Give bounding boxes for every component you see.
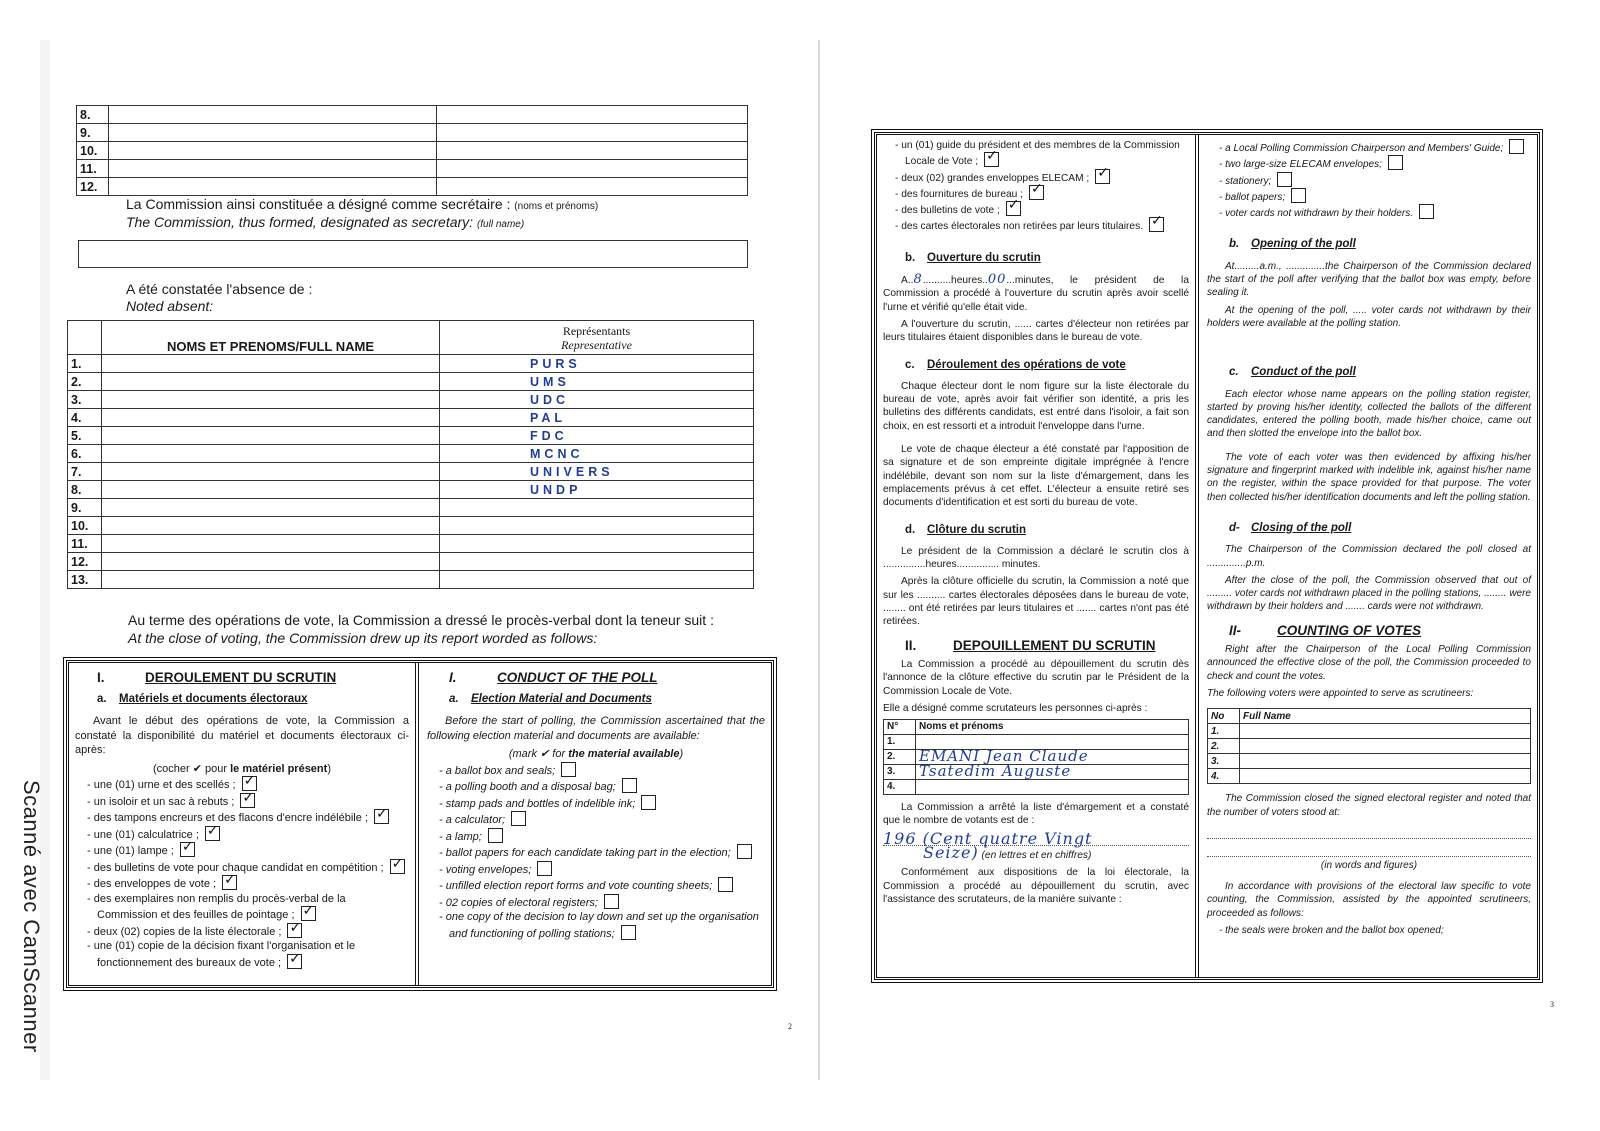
scrutineer-name-cell[interactable]: EMANI Jean Claude [916,750,1189,765]
material-fr-item: - deux (02) copies de la liste électorale ;✓ [87,923,409,940]
checkbox[interactable] [537,861,552,876]
section-en-instruction: (mark ✔ for the material available) [508,748,684,760]
absent-name-cell[interactable] [102,571,440,589]
checkbox[interactable] [488,828,503,843]
material-en-item: - 02 copies of electoral registers; [439,894,765,911]
members-row: 12. [77,178,748,196]
scrutineer-name-cell[interactable] [916,780,1189,795]
scrutineer-row: 3. [1208,754,1531,769]
right-en-column [1201,135,1537,977]
final-text-fr: Conformément aux dispositions de la loi électorale, la Commission a procédé au dépouillement du scrutin, avec l'assistance des scrutateurs, de la manière suivante : [883,867,1189,905]
member-name-cell[interactable] [109,106,437,124]
absent-name-cell[interactable] [102,373,440,391]
checkbox[interactable] [1419,204,1434,219]
right-fr-column: - un (01) guide du président et des membres de la Commission Locale de Vote ;✓ - deux (02) grandes enveloppes ELECAM ;✓ - des fournitures de bureau ;✓ - des bulletins de vote ;✓ - des cartes électorales non retirées par leurs titulaires.✓ b. Ouverture du scrutin A..8..........heures..00...minutes, le président de la Commission a procédé à l'ouverture du scrutin après avoir scellé l'urne et vérifié qu'elle était vide. A l'ouverture du scrutin, ...... cartes d'électeur non retirées par leurs titulaires étaient disponibles dans le bureau de vote. c. Déroulement des opérations de vote Chaque électeur dont le nom figure sur la liste électorale du bureau de vote, après avoir fait vérifier son identité, a pris les bulletins des différents candidats, est entré dans l'isoloir, a fait son choix, en est ressorti et a introduit l'enveloppe dans l'urne. Le vote de chaque électeur a été constaté par l'apposition de sa signature et de son empreinte digitale imprégnée à l'encre indélébile, devant son nom sur la liste d'émargement, dans les emplacements prévus à cet effet. L'électeur a ensuite retiré ses documents d'identification et est sorti du bureau de vote. d. Clôture du scrutin Le président de la Commission a déclaré le scrutin clos à ...............heures............... minutes. Après la clôture officielle du scrutin, la Commission a noté que sur les .......... cartes électorales déposées dans le bureau de vote, ........ ont été retirées par leurs titulaires et ....... cartes n'ont pas été retirées. II. DEPOUILLEMENT DU SCRUTIN La Commission a procédé au dépouillement du scrutin dès l'annonce de la clôture effective du scrutin par le Président de la Commission Locale de Vote. Elle a désigné comme scrutateurs les personnes ci-après : N° Noms et prénoms 1. 2. EMANI Jean Claude 3. Tsatedim Auguste 4. La Commission a arrêté la liste d'émargement et a constaté que le nombre de votants est de : 196 (Cent quatre Vingt Seize) (en lettres et en chiffres) Conformément aux dispositions de la loi électorale, la Commission a procédé au dépouillement du scrutin, avec l'assistance des scrutateurs, de la manière suivante : [877,135,1195,977]
section-fr-ii-title: II. DEPOUILLEMENT DU SCRUTIN [905,637,1156,653]
checkbox-checked[interactable] [1149,217,1164,232]
absent-name-cell[interactable] [102,553,440,571]
subsection-fr-b: b. Ouverture du scrutin [905,251,1041,264]
absent-name-cell[interactable] [102,517,440,535]
scrutineer-row: 3. Tsatedim Auguste [884,765,1189,780]
material-fr-item: - une (01) calculatrice ;✓ [87,826,409,843]
absent-name-cell[interactable] [102,427,440,445]
checkbox-checked[interactable] [1095,169,1110,184]
material-en-item: - one copy of the decision to lay down and set up the organisation and functioning of polling stations; [439,910,765,941]
close-intro-en: At the close of voting, the Commission drew up its report worded as follows: [128,630,598,646]
scrutineer-row: 4. [1208,769,1531,784]
voters-count-en-line1[interactable] [1207,823,1531,839]
material-en-item: - ballot papers for each candidate taking part in the election; [439,844,765,861]
absent-name-cell[interactable] [102,535,440,553]
members-row: 8. [77,106,748,124]
absent-col-name: NOMS ET PRENOMS/FULL NAME [102,321,440,355]
scrutineers-table-en: No Full Name 1. 2. 3. 4. [1207,708,1531,784]
checkbox[interactable] [561,762,576,777]
material-fr-item: - des fournitures de bureau ;✓ [895,185,1189,201]
section-en-column [421,663,771,985]
absent-name-cell[interactable] [102,445,440,463]
checkbox-checked[interactable] [242,776,257,791]
member-role-cell[interactable] [437,178,748,196]
material-fr-item: - un isoloir et un sac à rebuts ;✓ [87,793,409,810]
section-en-ii-title: II- COUNTING OF VOTES [1229,622,1422,638]
opening-hours-value[interactable]: 8 [913,272,923,288]
conduct-text1-fr: Chaque électeur dont le nom figure sur la liste électorale du bureau de vote, après avoir fait vérifier son identité, a pris les bulletins des différents candidats, est entré dans l'isoloir, a fait son choix, en est ressorti et a introduit l'enveloppe dans l'urne. [883,380,1189,432]
subsection-en-c: c. Conduct of the poll [1229,366,1356,379]
subsection-fr-a: a. Matériels et documents électoraux [97,692,308,705]
voters-count-line2[interactable]: Seize) [923,842,979,862]
checkbox-checked[interactable] [1006,201,1021,216]
checkbox-checked[interactable] [374,809,389,824]
member-name-cell[interactable] [109,160,437,178]
material-en-item: - stationery; [1219,172,1531,188]
material-en-item: - ballot papers; [1219,188,1531,204]
absent-rep-cell[interactable] [440,499,754,517]
material-en-item: - voter cards not withdrawn by their holders. [1219,204,1531,220]
absent-row: 11. [68,535,754,553]
secretary-field[interactable] [78,240,748,268]
page-divider [818,40,820,1080]
opening-cards-en: At the opening of the poll, ..... voter cards not withdrawn by their holders were available at the polling station. [1207,304,1531,329]
material-en-item: - unfilled election report forms and vote counting sheets; [439,877,765,894]
secretary-label-en: The Commission, thus formed, designated as secretary: (full name) [126,214,525,230]
material-fr-item: - des enveloppes de vote ;✓ [87,875,409,892]
closing-cards-fr: Après la clôture officielle du scrutin, la Commission a noté que sur les .......... cartes électorales déposées dans le bureau de vote, ........ ont été retirées par leurs titulaires et ....... cartes n'ont pas été retirées. [883,576,1189,628]
checkbox-checked[interactable] [222,875,237,890]
final-text-en: In accordance with provisions of the electoral law specific to vote counting, the Commission, assisted by the appointed scrutineers, proceeded as follows: [1207,881,1531,919]
checkbox[interactable] [621,925,636,940]
opening-minutes-value[interactable]: 00 [987,272,1007,288]
page-number-right: 3 [1550,1000,1554,1009]
checkbox[interactable] [641,795,656,810]
scrutineer-name-cell[interactable] [1240,769,1531,784]
member-name-cell[interactable] [109,124,437,142]
scrutineer-row: 1. [884,735,1189,750]
material-en-item: - voting envelopes; [439,861,765,878]
closing-time-en: The Chairperson of the Commission declared the poll closed at ..............p.m. [1207,544,1531,569]
absent-row: 1. PURS [68,355,754,373]
material-fr-item: - un (01) guide du président et des membres de la Commission Locale de Vote ;✓ [895,139,1189,169]
checkbox-checked[interactable] [205,826,220,841]
section-fr-instruction: (cocher ✔ pour le matériel présent) [153,762,331,775]
absent-rep-cell[interactable]: FDC [440,427,754,445]
checkbox-checked[interactable] [390,859,405,874]
counting-text2-fr: Elle a désigné comme scrutateurs les personnes ci-après : [883,702,1148,714]
checkbox-checked[interactable] [1029,185,1044,200]
material-checklist-en [427,762,765,942]
subsection-fr-c: c. Déroulement des opérations de vote [905,358,1126,371]
opening-cards-fr: A l'ouverture du scrutin, ...... cartes d'électeur non retirées par leurs titulaires étaient disponibles dans le bureau de vote. [883,318,1189,344]
close-intro-fr: Au terme des opérations de vote, la Commission a dressé le procès-verbal dont la teneur suit : [128,612,714,628]
absent-rep-cell[interactable] [440,571,754,589]
material-fr-item: - des exemplaires non remplis du procès-verbal de la Commission et des feuilles de pointage ;✓ [87,892,409,923]
material-en-item: - a calculator; [439,811,765,828]
member-name-cell[interactable] [109,178,437,196]
material-checklist-fr [75,776,409,970]
checkbox-checked[interactable] [287,923,302,938]
section-en-intro: Before the start of polling, the Commission ascertained that the following election material and documents are available: [427,715,765,742]
voters-text-en: The Commission closed the signed electoral register and noted that the number of voters stood at: [1207,793,1531,818]
subsection-en-b: b. Opening of the poll [1229,238,1356,251]
absent-rep-cell[interactable]: UMS [440,373,754,391]
absent-rep-cell[interactable]: MCNC [440,445,754,463]
checkbox[interactable] [604,894,619,909]
absent-rep-cell[interactable] [440,553,754,571]
section-fr-column [69,663,415,985]
scrutineers-table-fr: N° Noms et prénoms 1. 2. EMANI Jean Claude 3. Tsatedim Auguste 4. [883,719,1189,795]
absent-rep-cell[interactable]: UDC [440,391,754,409]
absent-rep-cell[interactable]: UNDP [440,481,754,499]
absent-rep-cell[interactable]: PAL [440,409,754,427]
checkbox-checked[interactable] [240,793,255,808]
absent-rep-cell[interactable]: PURS [440,355,754,373]
conduct-text2-en: The vote of each voter was then evidenced by affixing his/her signature and fingerprint marked with indelible ink, against his/her name on the register, within the space provided for that purpose. The voter then collected his/her identification documents and left the polling station. [1207,451,1531,503]
checkbox-checked[interactable] [287,954,302,969]
closing-time-fr: Le président de la Commission a déclaré le scrutin clos à ...............heures............... minutes. [883,545,1189,571]
member-role-cell[interactable] [437,160,748,178]
conduct-text1-en: Each elector whose name appears on the polling station register, started by proving his/her identity, collected the ballots of the different candidates, entered the polling booth, made his/her choice, came out and then slotted the envelope into the ballot box. [1207,388,1531,440]
scrutineer-name-cell[interactable]: Tsatedim Auguste [916,765,1189,780]
absent-row: 12. [68,553,754,571]
members-table-continued [76,105,748,196]
section-fr-title: I. DEROULEMENT DU SCRUTIN [97,670,337,685]
members-row: 10. [77,142,748,160]
material-fr-item: - une (01) copie de la décision fixant l'organisation et le fonctionnement des bureaux de vote ;✓ [87,939,409,970]
absent-rep-cell[interactable] [440,535,754,553]
section-fr-intro: Avant le début des opérations de vote, la Commission a constaté la disponibilité du matériel et documents électoraux ci-après: [75,715,409,756]
checkbox-checked[interactable] [180,842,195,857]
checkbox[interactable] [1388,155,1403,170]
checkbox[interactable] [622,778,637,793]
voters-note-en: (in words and figures) [1320,859,1418,871]
material-checklist-en-continued [1207,139,1531,220]
checkbox[interactable] [1509,139,1524,154]
section-conduct-box [66,660,774,988]
absent-name-cell[interactable] [102,499,440,517]
scrutineer-row: 1. [1208,724,1531,739]
opening-time-en: At.........a.m., ..............the Chairperson of the Commission declared the start of the poll after verifying that the ballot box was empty, before sealing it. [1207,260,1531,299]
checkbox[interactable] [737,844,752,859]
page-number-left: 2 [788,1022,792,1031]
material-fr-item: - des bulletins de vote ;✓ [895,201,1189,217]
material-en-item: - a ballot box and seals; [439,762,765,779]
absent-row: 2. UMS [68,373,754,391]
scrutineer-name-cell[interactable] [1240,724,1531,739]
material-en-item: - a polling booth and a disposal bag; [439,778,765,795]
material-en-item: - a lamp; [439,828,765,845]
absent-row: 13. [68,571,754,589]
absent-rep-cell[interactable]: UNIVERS [440,463,754,481]
absent-row: 3. UDC [68,391,754,409]
absent-table [67,320,754,589]
section-en-title: I. CONDUCT OF THE POLL [449,670,658,685]
voters-count-line1[interactable]: 196 (Cent quatre Vingt [883,832,1189,846]
material-fr-item: - des cartes électorales non retirées par leurs titulaires.✓ [895,217,1189,233]
member-role-cell[interactable] [437,142,748,160]
absent-row: 8. UNDP [68,481,754,499]
absent-name-cell[interactable] [102,463,440,481]
checkbox[interactable] [1277,172,1292,187]
members-row: 11. [77,160,748,178]
absent-row: 4. PAL [68,409,754,427]
members-row: 9. [77,124,748,142]
absent-row: 6. MCNC [68,445,754,463]
opening-time-fr: A..8..........heures..00...minutes, le président de la Commission a procédé à l'ouverture du scrutin après avoir scellé l'urne et vérifié qu'elle était vide. [883,272,1189,313]
absent-row: 7. UNIVERS [68,463,754,481]
camscanner-watermark: Scanné avec CamScanner [19,780,44,1053]
material-checklist-fr-continued [883,139,1189,234]
absent-label-fr: A été constatée l'absence de : [126,281,313,297]
checkbox-checked[interactable] [301,906,316,921]
closing-cards-en: After the close of the poll, the Commission observed that out of ......... voter cards not withdrawn placed in the polling stations, ........ were withdrawn by their holders and ....... cards were not withdrawn. [1207,574,1531,613]
scrutineer-name-cell[interactable] [1240,739,1531,754]
checkbox[interactable] [718,877,733,892]
scrutineer-row: 2. EMANI Jean Claude [884,750,1189,765]
material-fr-item: - une (01) urne et des scellés ;✓ [87,776,409,793]
absent-row: 9. [68,499,754,517]
material-en-item: - two large-size ELECAM envelopes; [1219,155,1531,171]
counting-text2-en: The following voters were appointed to serve as scrutineers: [1207,687,1474,699]
checkbox-checked[interactable] [984,152,999,167]
material-en-item: - stamp pads and bottles of indelible ink; [439,795,765,812]
right-page-box [874,132,1540,980]
subsection-en-d: d- Closing of the poll [1229,521,1352,534]
absent-row: 10. [68,517,754,535]
member-name-cell[interactable] [109,142,437,160]
absent-rep-cell[interactable] [440,517,754,535]
counting-text1-en: Right after the Chairperson of the Local Polling Commission announced the effective close of the poll, the Commission proceeded to check and count the votes. [1207,644,1531,682]
material-fr-item: - deux (02) grandes enveloppes ELECAM ;✓ [895,169,1189,185]
secretary-label-fr: La Commission ainsi constituée a désigné comme secrétaire : (noms et prénoms) [126,196,599,212]
material-fr-item: - une (01) lampe ;✓ [87,842,409,859]
material-fr-item: - des bulletins de vote pour chaque candidat en compétition ;✓ [87,859,409,876]
counting-text1-fr: La Commission a procédé au dépouillement du scrutin dès l'annonce de la clôture effective du scrutin par le Président de la Commission Locale de Vote. [883,658,1189,697]
subsection-fr-d: d. Clôture du scrutin [905,523,1027,536]
scrutineer-row: 2. [1208,739,1531,754]
material-fr-item: - des tampons encreurs et des flacons d'encre indélébile ;✓ [87,809,409,826]
final-item-en: - the seals were broken and the ballot box opened; [1219,924,1531,937]
conduct-text2-fr: Le vote de chaque électeur a été constaté par l'apposition de sa signature et de son empreinte digitale imprégnée à l'encre indélébile, devant son nom sur la liste d'émargement, dans les emplacements prévus à cet effet. L'électeur a ensuite retiré ses documents d'identification et est sorti du bureau de vote. [883,444,1189,509]
checkbox[interactable] [511,811,526,826]
absent-name-cell[interactable] [102,409,440,427]
absent-name-cell[interactable] [102,355,440,373]
absent-col-rep: Représentants Representative [440,321,754,355]
voters-text-fr: La Commission a arrêté la liste d'émargement et a constaté que le nombre de votants est de : [883,802,1189,827]
member-role-cell[interactable] [437,106,748,124]
absent-name-cell[interactable] [102,481,440,499]
material-en-item: - a Local Polling Commission Chairperson and Members' Guide; [1219,139,1531,155]
checkbox[interactable] [1291,188,1306,203]
member-role-cell[interactable] [437,124,748,142]
absent-name-cell[interactable] [102,391,440,409]
scrutineer-name-cell[interactable] [1240,754,1531,769]
absent-row: 5. FDC [68,427,754,445]
absent-label-en: Noted absent: [126,298,214,314]
scrutineer-row: 4. [884,780,1189,795]
subsection-en-a: a. Election Material and Documents [449,692,652,705]
voters-count-en-line2[interactable] [1207,841,1531,857]
